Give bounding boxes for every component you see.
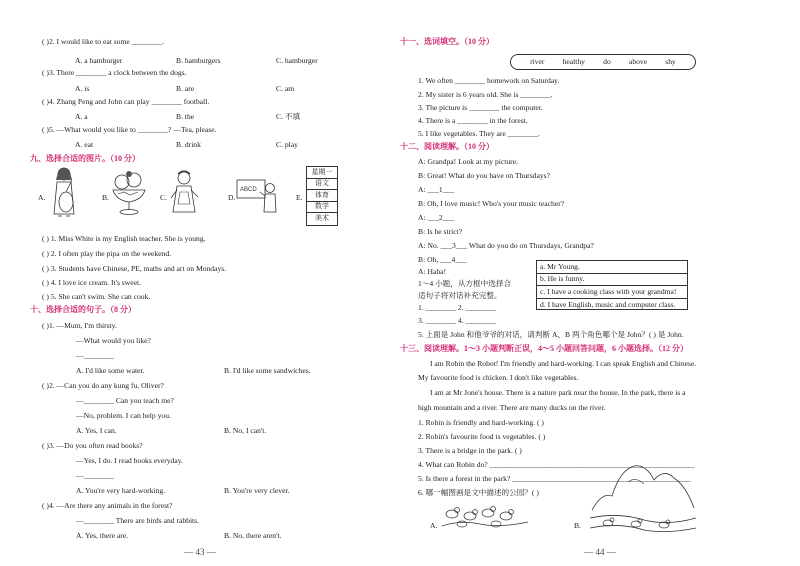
q8-5-option-b[interactable]: B. drink [176,140,201,149]
choice-box [536,260,688,310]
s10-q3-line1: ( )3. —Do you often read books? [42,441,143,450]
section-9-item-1: ( ) 1. Miss White is my English teacher. She is young. [42,234,206,243]
schedule-cell: 数学 [307,202,337,214]
pic-label-d: D. [228,193,236,202]
dialogue-line: B: Great! What do you have on Thursdays? [418,171,550,180]
q8-4-option-a[interactable]: A. a [75,112,88,121]
s13-item-1: 1. Robin is friendly and hard-working. ( ) [418,418,544,427]
passage-line: I am Robin the Robot! I'm friendly and hard-working. I can speak English and Chinese. [430,359,697,368]
section-11-item-5: 5. I like vegetables. They are ________. [418,129,540,138]
park-label-a: A. [430,521,438,530]
s10-q3-line3: —________ [76,471,114,480]
q8-2-option-c[interactable]: C. hamburger [276,56,318,65]
word-bank-word: healthy [562,57,585,67]
q8-5-stem: ( )5. —What would you like to ________? —Tea, please. [42,125,217,134]
page-number-left: — 43 — [184,547,216,557]
s10-q4-line2: —________ There are birds and rabbits. [76,516,200,525]
s13-item-3: 3. There is a bridge in the park. ( ) [418,446,522,455]
dialogue-line: A: ___2___ [418,213,455,222]
passage-line: I am at Mr Jone's house. There is a nature park near the house. In the park, there is a [430,388,686,397]
s10-q4-option-a[interactable]: A. Yes, there are. [76,531,129,540]
instruction-line-2: 适句子将对话补充完整。 [418,291,502,300]
word-bank-word: above [628,57,648,67]
choice-a: a. Mr Young. [537,261,687,274]
s10-q2-option-a[interactable]: A. Yes, I can. [76,426,117,435]
s10-q2-line1: ( )2. —Can you do any kung fu, Oliver? [42,381,164,390]
s13-item-4[interactable]: 4. What can Robin do? ______________________________________________________ [418,460,695,469]
s13-item-2: 2. Robin's favourite food is vegetables. ( ) [418,432,546,441]
q8-4-option-b[interactable]: B. the [176,112,195,121]
q8-2-option-b[interactable]: B. hamburgers [176,56,221,65]
q8-2-stem: ( )2. I would like to eat some ________. [42,37,164,46]
s10-q1-line2: —What would you like? [76,336,151,345]
q8-3-option-b[interactable]: B. are [176,84,195,93]
schedule-cell: 语文 [307,179,337,191]
word-bank [510,54,696,70]
dialogue-line: A: No. ___3___ What do you do on Thursdays, Grandpa? [418,241,594,250]
s10-q3-line2: —Yes, I do. I read books everyday. [76,456,183,465]
pic-label-b: B. [102,193,109,202]
park-with-ducks-icon [440,500,530,532]
section-9-item-5: ( ) 5. She can't swim. She can cook. [42,292,151,301]
word-bank-word: river [530,57,545,67]
s10-q1-option-b[interactable]: B. I'd like some sandwiches. [224,366,311,375]
teacher-at-blackboard-icon [236,178,278,214]
passage-line: high mountain and a river. There are many ducks on the river. [418,403,606,412]
q8-5-option-a[interactable]: A. eat [75,140,94,149]
choice-d: d. I have English, music and computer class. [540,299,676,309]
dialogue-line: B: Oh, I love music! Who's your music teacher? [418,199,565,208]
schedule-cell: 星期一 [307,167,337,179]
q8-3-option-c[interactable]: C. am [276,84,295,93]
word-bank-word: shy [665,57,676,67]
section-11-item-4: 4. There is a ________ in the forest. [418,116,528,125]
pic-label-e: E. [296,193,303,202]
section-9-item-2: ( ) 2. I often play the pipa on the weekend. [42,249,172,258]
s10-q2-line3: —No, problem. I can help you. [76,411,171,420]
instruction-line-1: 1～4 小题，从方框中选择合 [418,279,512,288]
pic-label-c: C. [160,193,167,202]
park-with-mountain-icon [588,462,698,534]
answer-blanks-row-1[interactable]: 1. ________ 2. ________ [418,303,496,312]
dialogue-line: B: Oh, ___4___ [418,255,467,264]
s10-q2-option-b[interactable]: B. No, I can't. [224,426,267,435]
passage-line: My favourite food is chicken. I don't like vegetables. [418,373,579,382]
s10-q4-line1: ( )4. —Are there any animals in the forest? [42,501,173,510]
s10-q3-option-b[interactable]: B. You're very clever. [224,486,290,495]
s12-q5: 5. 上面是 John 和他爷爷的对话，请判断 A、B 两个角色哪个是 John？( ) 是 John. [418,330,684,339]
choice-b: b. He is funny. [537,274,687,287]
section-11-title: 十一、选词填空。（10 分） [400,37,494,46]
section-9-item-3: ( ) 3. Students have Chinese, PE, maths and art on Mondays. [42,264,227,273]
q8-5-option-c[interactable]: C. play [276,140,298,149]
section-10-title: 十、选择合适的句子。（8 分） [30,305,136,314]
section-9-title: 九、选择合适的图片。（10 分） [30,154,140,163]
page-number-right: — 44 — [584,547,616,557]
park-label-b: B. [574,521,581,530]
schedule-cell: 美术 [315,214,329,223]
q8-4-option-c[interactable]: C. 不填 [276,112,301,121]
q8-4-stem: ( )4. Zhang Peng and John can play ________ football. [42,97,210,106]
right-page [400,0,800,566]
section-13-title: 十三、阅读理解。1～3 小题判断正误，4～5 小题回答问题，6 小题选择。（12 分） [400,344,688,353]
ice-cream-sundae-icon [110,170,148,216]
pic-label-a: A. [38,193,46,202]
blackboard-text: ABCD [240,187,257,193]
s10-q1-line1: ( )1. —Mum, I'm thirsty. [42,321,117,330]
s10-q1-line3: —________ [76,351,114,360]
schedule-cell: 体育 [307,190,337,202]
s10-q3-option-a[interactable]: A. You're very hard-working. [76,486,166,495]
dialogue-line: A: ___1___ [418,185,455,194]
answer-blanks-row-2[interactable]: 3. ________ 4. ________ [418,316,496,325]
schedule-table [306,166,338,226]
dialogue-line: A: Grandpa! Look at my picture. [418,157,518,166]
dialogue-line: A: Haha! [418,267,447,276]
s10-q4-option-b[interactable]: B. No, there aren't. [224,531,282,540]
section-12-title: 十二、阅读理解。（10 分） [400,142,494,151]
s10-q1-option-a[interactable]: A. I'd like some water. [76,366,145,375]
section-11-item-3: 3. The picture is ________ the computer. [418,103,543,112]
s13-item-5[interactable]: 5. Is there a forest in the park? _______________________________________________ [418,474,691,483]
dialogue-line: B: Is he strict? [418,227,463,236]
q8-2-option-a[interactable]: A. a hamburger [75,56,123,65]
section-11-item-2: 2. My sister is 6 years old. She is ________. [418,90,553,99]
q8-3-option-a[interactable]: A. is [75,84,90,93]
q8-3-stem: ( )3. There ________ a clock between the dogs. [42,68,187,77]
word-bank-word: do [603,57,611,67]
cooking-woman-icon [168,170,202,216]
choice-c: c. I have a cooking class with your grandma! [537,286,687,299]
s13-item-6: 6. 哪一幅图画是文中描述的公园？( ) [418,488,539,497]
girl-playing-pipa-icon [48,166,84,220]
section-9-item-4: ( ) 4. I love ice cream. It's sweet. [42,278,141,287]
section-11-item-1: 1. We often ________ homework on Saturday. [418,76,560,85]
s10-q2-line2: —________ Can you teach me? [76,396,174,405]
